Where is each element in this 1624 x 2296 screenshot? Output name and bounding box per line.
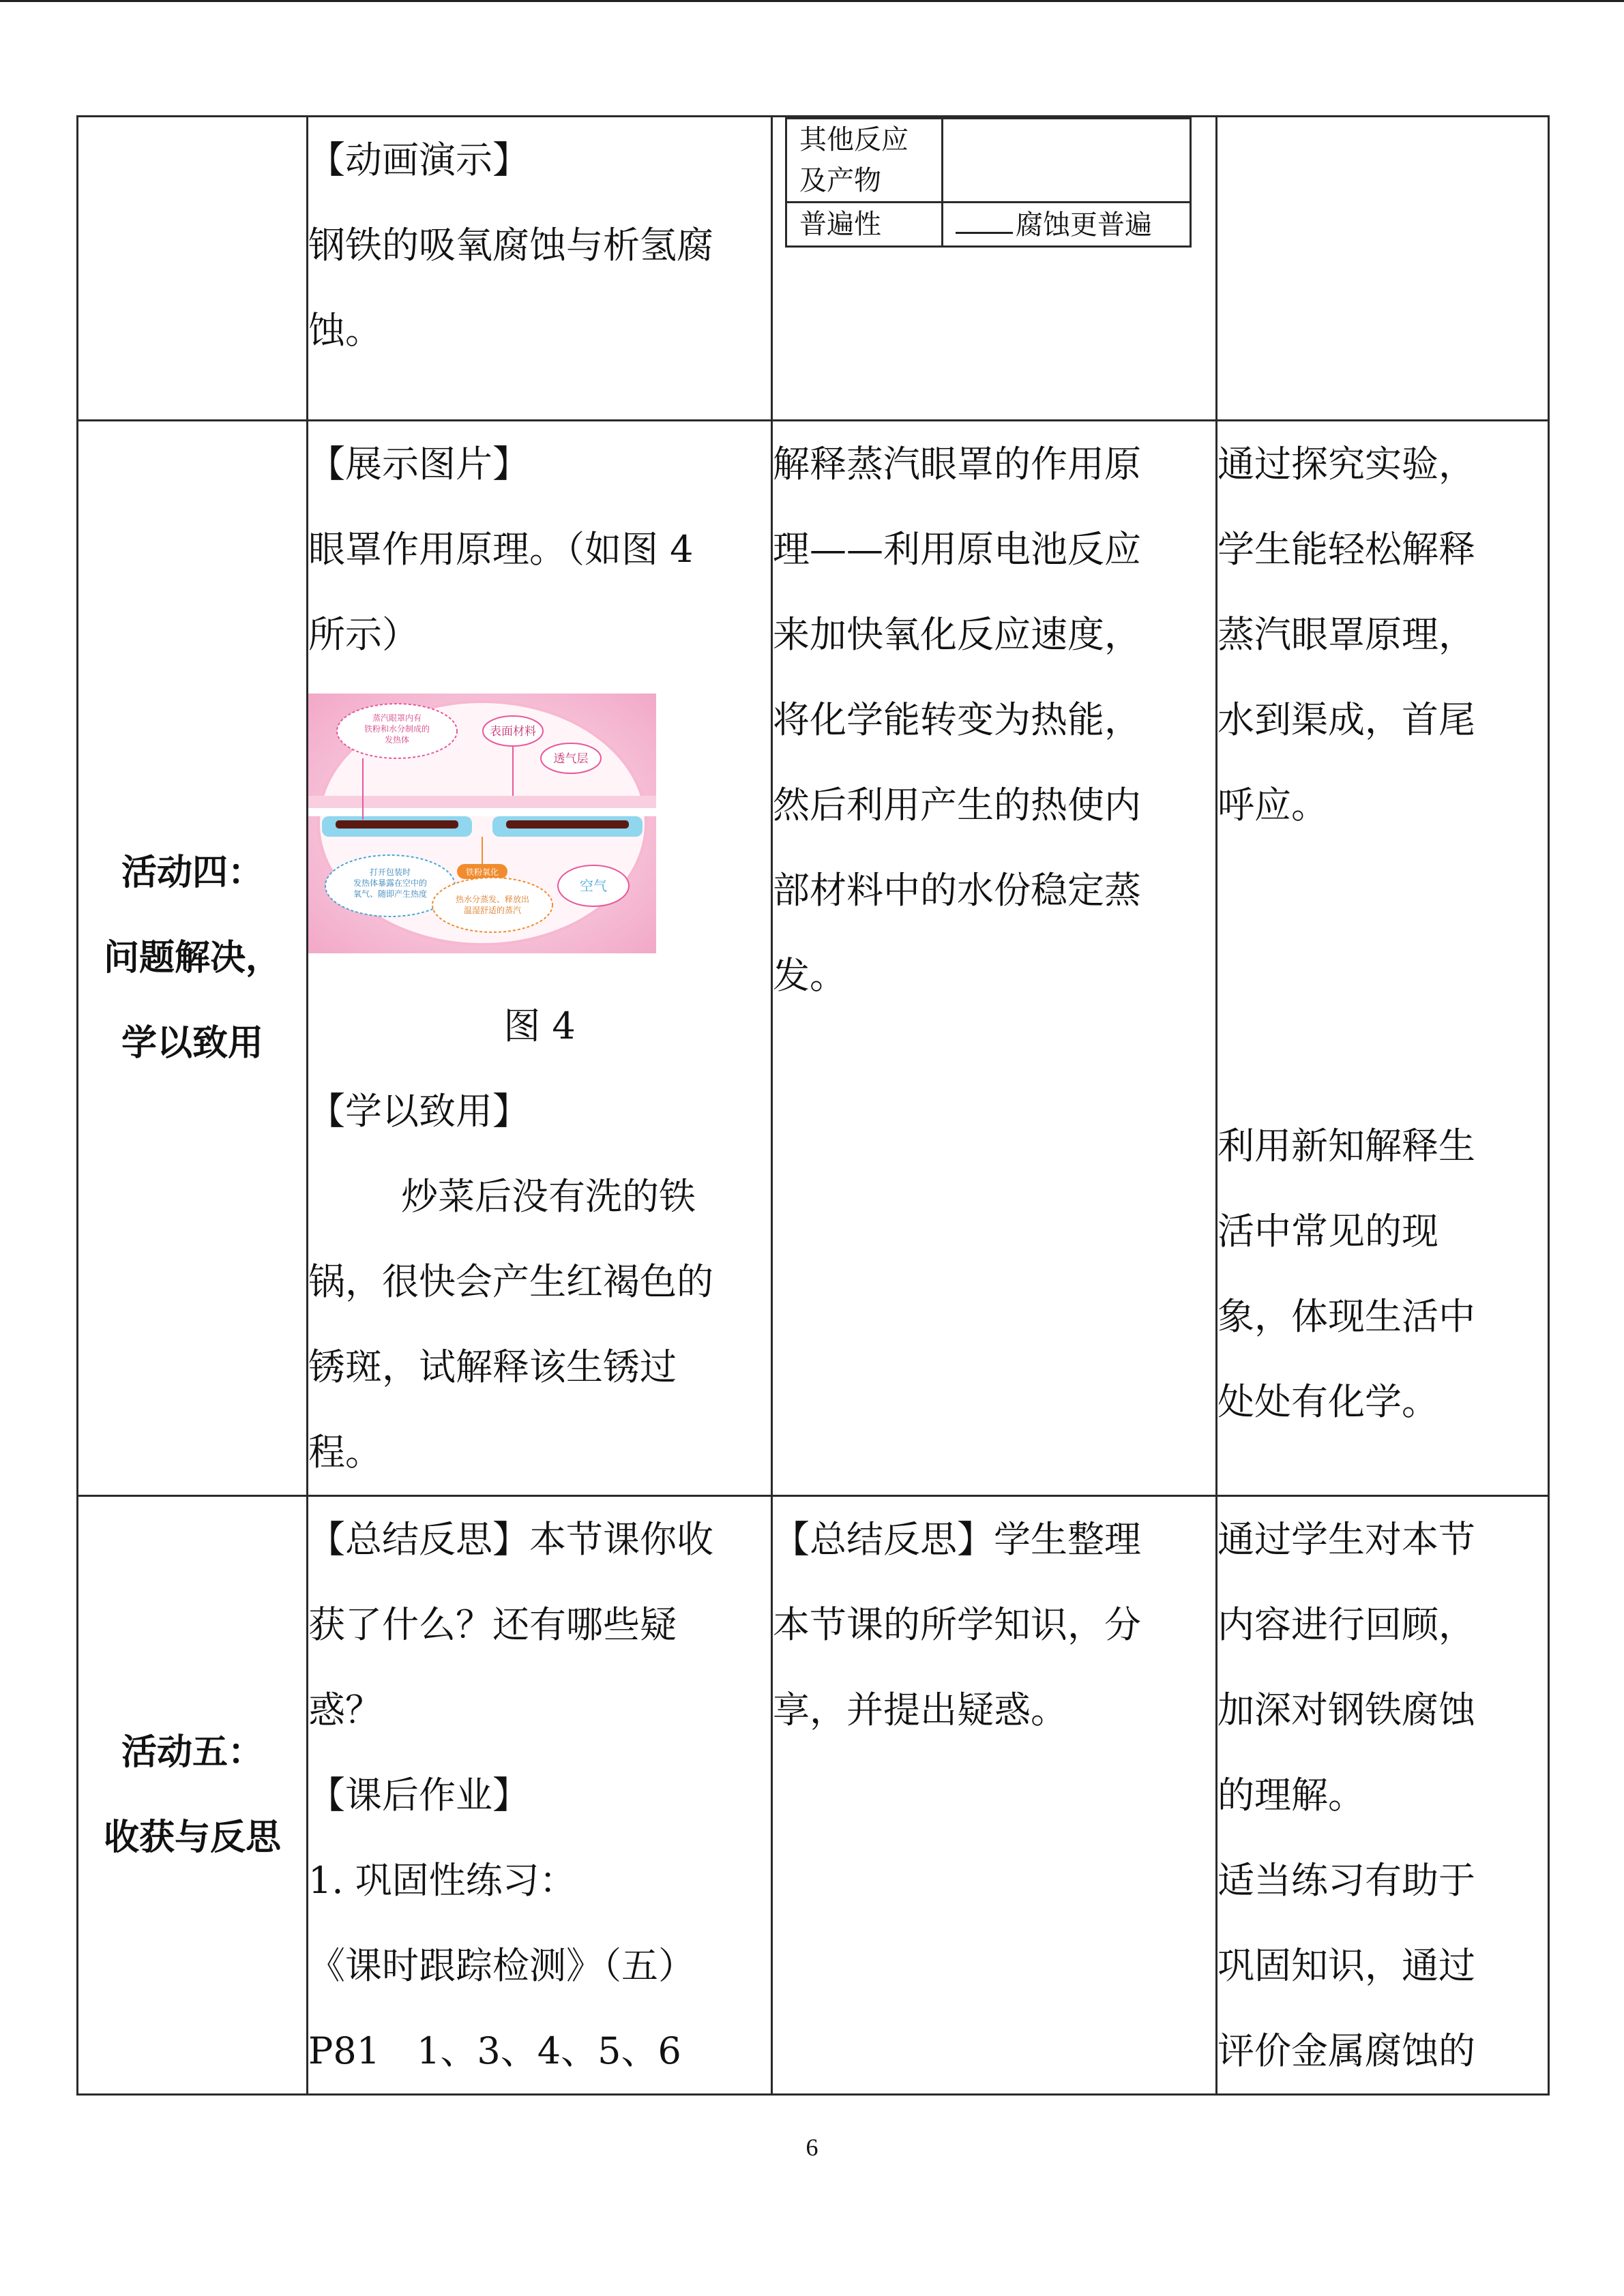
cloud-text: 氧气、随即产生热度 xyxy=(353,889,428,899)
text-line: 钢铁的吸氧腐蚀与析氢腐 xyxy=(308,224,713,267)
text-line: 适当练习有助于 xyxy=(1217,1859,1475,1902)
corrosion-comparison-table xyxy=(785,117,1192,248)
text-line: 的理解。 xyxy=(1217,1774,1365,1817)
table-cell-value xyxy=(943,203,1191,247)
activity-cell xyxy=(78,1496,308,2095)
cloud-text: 铁粉和水分制成的 xyxy=(364,724,430,734)
text-line: 蚀。 xyxy=(308,309,382,352)
blank-suffix: 腐蚀更普遍 xyxy=(1016,209,1152,241)
text-line: 学生能轻松解释 xyxy=(1217,528,1475,571)
cloud-text: 打开包装时 xyxy=(369,867,411,877)
activity-title: 收获与反思 xyxy=(103,1817,281,1858)
left-heating-bar xyxy=(336,820,458,829)
badge-label: 铁粉氧化 xyxy=(465,867,499,877)
fill-in-blank xyxy=(956,203,1013,234)
right-heating-bar xyxy=(506,820,629,829)
text-line: 然后利用产生的热使内 xyxy=(773,784,1141,826)
page-top-rule xyxy=(0,0,1624,2)
cloud-text: 发热体 xyxy=(384,735,410,745)
activity-title: 问题解决， xyxy=(103,937,281,979)
text-line: 【总结反思】学生整理 xyxy=(773,1518,1141,1561)
air-label: 空气 xyxy=(580,878,607,894)
teacher-activity-cell xyxy=(308,421,772,1496)
table-row xyxy=(78,117,1549,421)
text-line: 理——利用原电池反应 xyxy=(773,528,1141,571)
table-row xyxy=(786,119,1191,203)
text-line: 惑？ xyxy=(308,1688,382,1731)
activity-title: 活动四： xyxy=(121,852,263,893)
text-line: 本节课的所学知识，分 xyxy=(773,1603,1141,1646)
figure-caption: 图 4 xyxy=(503,1004,576,1047)
text-line: 处处有化学。 xyxy=(1217,1380,1438,1423)
section-heading: 【动画演示】 xyxy=(308,138,529,181)
spacer xyxy=(1217,848,1548,1103)
teacher-activity-cell xyxy=(308,1496,772,2095)
activity-title: 活动五： xyxy=(121,1731,263,1773)
cloud-text: 热水分蒸发、释放出 xyxy=(455,895,530,904)
design-intent-cell xyxy=(1217,117,1549,421)
text-line: 通过学生对本节 xyxy=(1217,1518,1475,1561)
activity-cell xyxy=(78,421,308,1496)
student-activity-cell xyxy=(772,421,1217,1496)
text-line: 通过探究实验， xyxy=(1217,443,1475,486)
page-number: 6 xyxy=(806,2134,818,2161)
text-line: 《课时跟踪检测》（五） xyxy=(308,1944,695,1987)
text-line: 【总结反思】本节课你收 xyxy=(308,1518,713,1561)
surface-layer xyxy=(308,796,656,808)
label-line: 及产物 xyxy=(799,165,881,196)
design-intent-cell xyxy=(1217,1496,1549,2095)
cloud-text: 蒸汽眼罩内有 xyxy=(372,713,422,723)
text-line: 水到渠成，首尾 xyxy=(1217,698,1475,741)
text-line: 象，体现生活中 xyxy=(1217,1295,1475,1338)
text-line: 发。 xyxy=(773,954,846,997)
breathable-layer xyxy=(308,808,656,816)
tag-label: 透气层 xyxy=(553,752,589,766)
text-line: 蒸汽眼罩原理， xyxy=(1217,613,1475,656)
cloud-text: 温湿舒适的蒸汽 xyxy=(463,906,522,915)
label-line: 其他反应 xyxy=(799,124,909,155)
tag-label: 表面材料 xyxy=(490,725,536,739)
design-intent-cell xyxy=(1217,421,1549,1496)
text-line: 享，并提出疑惑。 xyxy=(773,1688,1067,1731)
text-line: 来加快氧化反应速度， xyxy=(773,613,1141,656)
cloud-text: 发热体暴露在空中的 xyxy=(353,878,428,888)
student-activity-cell xyxy=(772,1496,1217,2095)
eye-mask-principle-figure xyxy=(308,694,656,953)
text-line: 部材料中的水份稳定蒸 xyxy=(773,869,1141,912)
table-cell-label: 普遍性 xyxy=(786,203,943,247)
section-heading: 【课后作业】 xyxy=(308,1774,529,1817)
text-line: 炒菜后没有洗的铁 xyxy=(401,1175,696,1218)
teacher-activity-cell xyxy=(308,117,772,421)
text-line: 评价金属腐蚀的 xyxy=(1217,2029,1475,2072)
text-line: 1. 巩固性练习： xyxy=(308,1859,576,1902)
text-line: 眼罩作用原理。（如图 4 xyxy=(308,528,694,571)
text-line: 内容进行回顾， xyxy=(1217,1603,1475,1646)
text-line: 活中常见的现 xyxy=(1217,1210,1438,1253)
text-line: P81 1、3、4、5、6 xyxy=(308,2029,681,2072)
text-line: 呼应。 xyxy=(1217,784,1328,826)
text-line: 获了什么？还有哪些疑 xyxy=(308,1603,677,1646)
table-cell-value xyxy=(943,119,1191,203)
student-activity-cell xyxy=(772,117,1217,421)
text-line: 解释蒸汽眼罩的作用原 xyxy=(773,443,1141,486)
activity-cell xyxy=(78,117,308,421)
text-line: 程。 xyxy=(308,1431,382,1474)
section-heading: 【学以致用】 xyxy=(308,1090,529,1133)
section-heading: 【展示图片】 xyxy=(308,443,529,486)
text-line: 锅，很快会产生红褐色的 xyxy=(308,1260,713,1303)
table-cell-label xyxy=(786,119,943,203)
table-row xyxy=(786,203,1191,247)
cloud-shape xyxy=(432,878,552,932)
text-line: 所示） xyxy=(308,613,419,656)
text-line: 将化学能转变为热能， xyxy=(773,698,1141,741)
text-line: 锈斑，试解释该生锈过 xyxy=(308,1345,677,1388)
table-row xyxy=(78,1496,1549,2095)
text-line: 巩固知识，通过 xyxy=(1217,1944,1475,1987)
activity-title: 学以致用 xyxy=(121,1022,263,1064)
table-row xyxy=(78,421,1549,1496)
lesson-plan-table xyxy=(76,115,1550,2096)
text-line: 加深对钢铁腐蚀 xyxy=(1217,1688,1475,1731)
text-line: 利用新知解释生 xyxy=(1217,1124,1475,1167)
